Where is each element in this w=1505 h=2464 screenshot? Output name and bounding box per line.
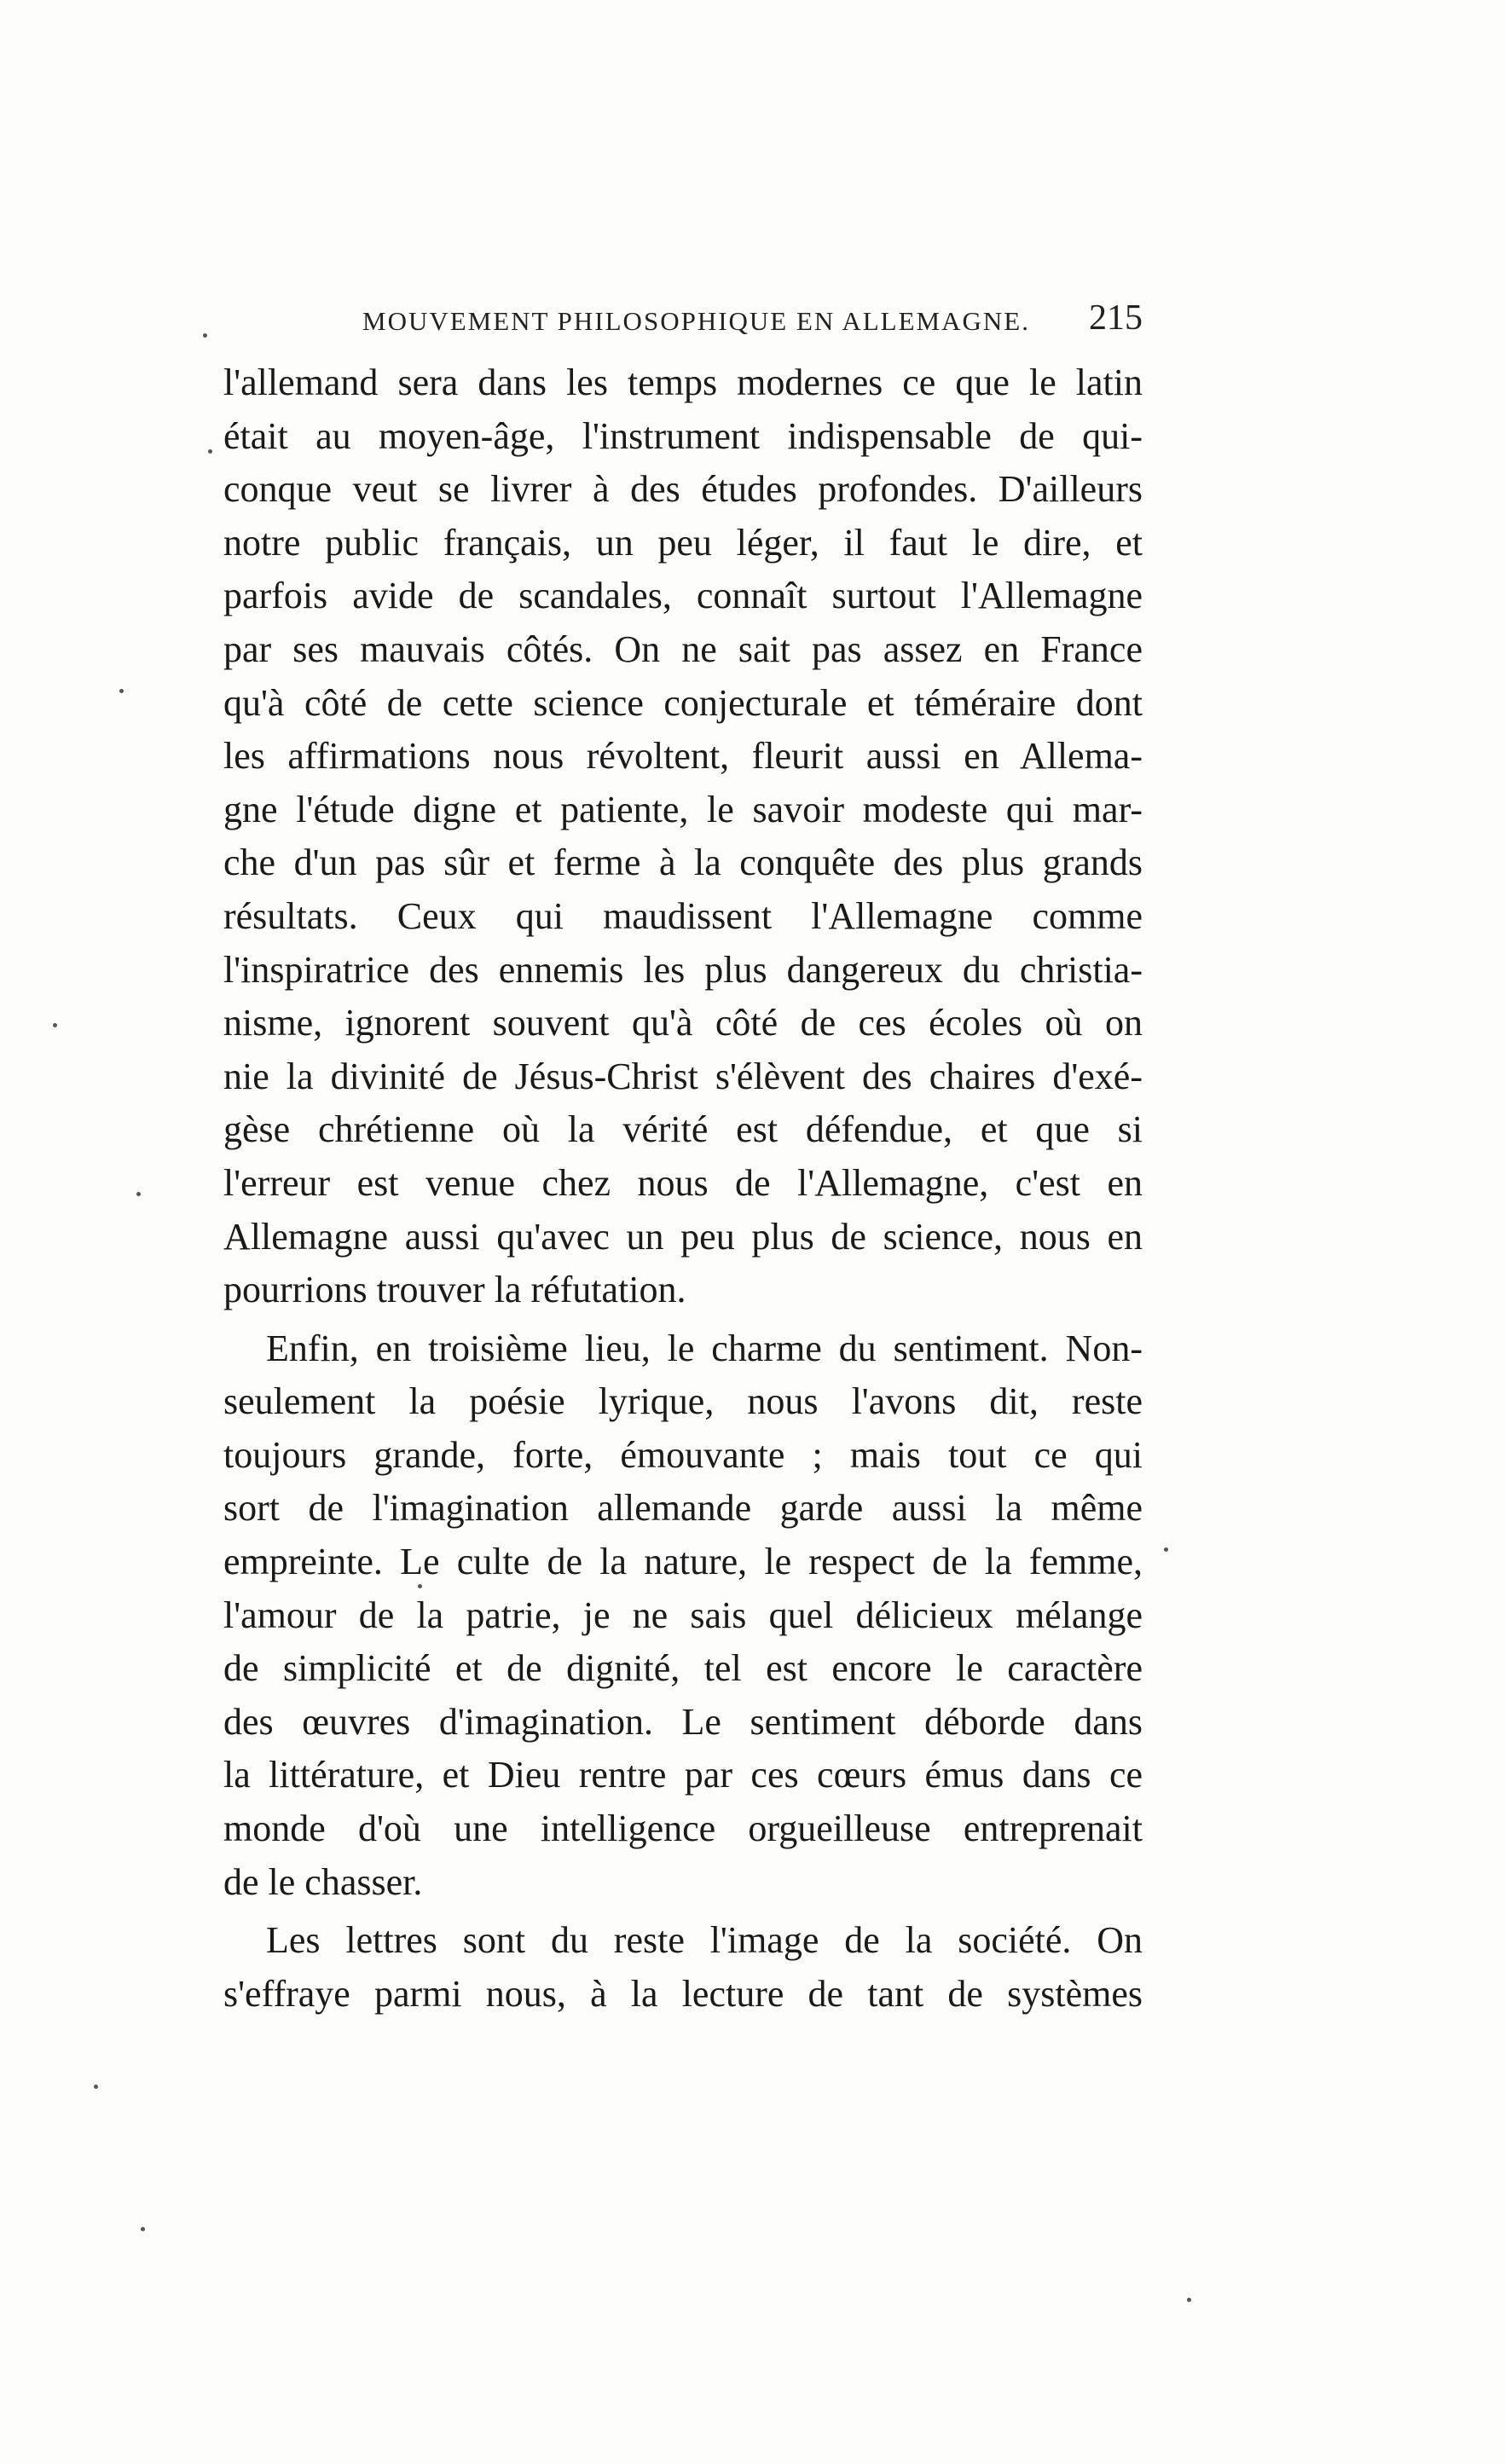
text-line: était au moyen-âge, l'instrument indispensable de qui- <box>223 414 1143 457</box>
text-line: empreinte. Le culte de la nature, le respect de la femme, <box>223 1541 1143 1583</box>
text-line: sort de l'imagination allemande garde aussi la même <box>223 1487 1143 1530</box>
paper-speck <box>208 449 212 454</box>
running-title: MOUVEMENT PHILOSOPHIQUE EN ALLEMAGNE. <box>362 306 1030 336</box>
text-line: gèse chrétienne où la vérité est défendue, et que si <box>223 1108 1143 1151</box>
paper-speck <box>1164 1547 1168 1552</box>
page-number: 215 <box>1089 298 1143 338</box>
text-line: che d'un pas sûr et ferme à la conquête des plus grands <box>223 842 1143 884</box>
paper-speck <box>141 2227 145 2231</box>
text-line: résultats. Ceux qui maudissent l'Allemagne comme <box>223 894 1143 937</box>
text-line: par ses mauvais côtés. On ne sait pas assez en France <box>223 628 1143 670</box>
text-line: l'erreur est venue chez nous de l'Allemagne, c'est en <box>223 1161 1143 1204</box>
text-line: monde d'où une intelligence orgueilleuse entreprenait <box>223 1808 1143 1850</box>
text-line: s'effraye parmi nous, à la lecture de tant de systèmes <box>223 1972 1143 2015</box>
paragraph <box>223 1914 1143 2021</box>
text-line: nie la divinité de Jésus-Christ s'élèvent des chaires d'exé- <box>223 1055 1143 1097</box>
body-text <box>223 356 1143 2021</box>
text-line: l'allemand sera dans les temps modernes ce que le latin <box>223 362 1143 403</box>
text-line: l'inspiratrice des ennemis les plus dangereux du christia- <box>223 948 1143 991</box>
text-line: les affirmations nous révoltent, fleurit aussi en Allema- <box>223 735 1143 778</box>
text-line: toujours grande, forte, émouvante ; mais tout ce qui <box>223 1433 1143 1476</box>
text-line: de simplicité et de dignité, tel est encore le caractère <box>223 1647 1143 1690</box>
paper-speck <box>119 689 124 693</box>
text-line: Allemagne aussi qu'avec un peu plus de science, nous en <box>223 1215 1143 1258</box>
running-head <box>222 294 1143 345</box>
text-line: Les lettres sont du reste l'image de la société. On <box>266 1919 1143 1962</box>
text-line: l'amour de la patrie, je ne sais quel délicieux mélange <box>223 1594 1143 1636</box>
text-line: la littérature, et Dieu rentre par ces cœurs émus dans ce <box>223 1754 1143 1796</box>
text-line: conque veut se livrer à des études profondes. D'ailleurs <box>223 468 1143 511</box>
paper-speck <box>203 333 207 338</box>
text-line: nisme, ignorent souvent qu'à côté de ces écoles où on <box>223 1002 1143 1044</box>
paper-speck <box>136 1192 141 1196</box>
text-line: pourrions trouver la réfutation. <box>223 1269 686 1311</box>
paragraph <box>223 1322 1143 1910</box>
text-line: seulement la poésie lyrique, nous l'avons dit, reste <box>223 1380 1143 1423</box>
paper-speck <box>418 1584 422 1588</box>
text-line: de le chasser. <box>223 1860 423 1903</box>
text-line: gne l'étude digne et patiente, le savoir modeste qui mar- <box>223 788 1143 830</box>
paper-speck <box>94 2085 98 2089</box>
paragraph <box>223 356 1143 1317</box>
text-line: qu'à côté de cette science conjecturale et téméraire dont <box>223 681 1143 724</box>
paper-speck <box>53 1023 57 1027</box>
paper-speck <box>1187 2298 1191 2302</box>
text-line: parfois avide de scandales, connaît surtout l'Allemagne <box>223 575 1143 617</box>
text-line: des œuvres d'imagination. Le sentiment déborde dans <box>223 1700 1143 1743</box>
text-line: Enfin, en troisième lieu, le charme du sentiment. Non- <box>266 1327 1143 1369</box>
text-line: notre public français, un peu léger, il faut le dire, et <box>223 521 1143 564</box>
